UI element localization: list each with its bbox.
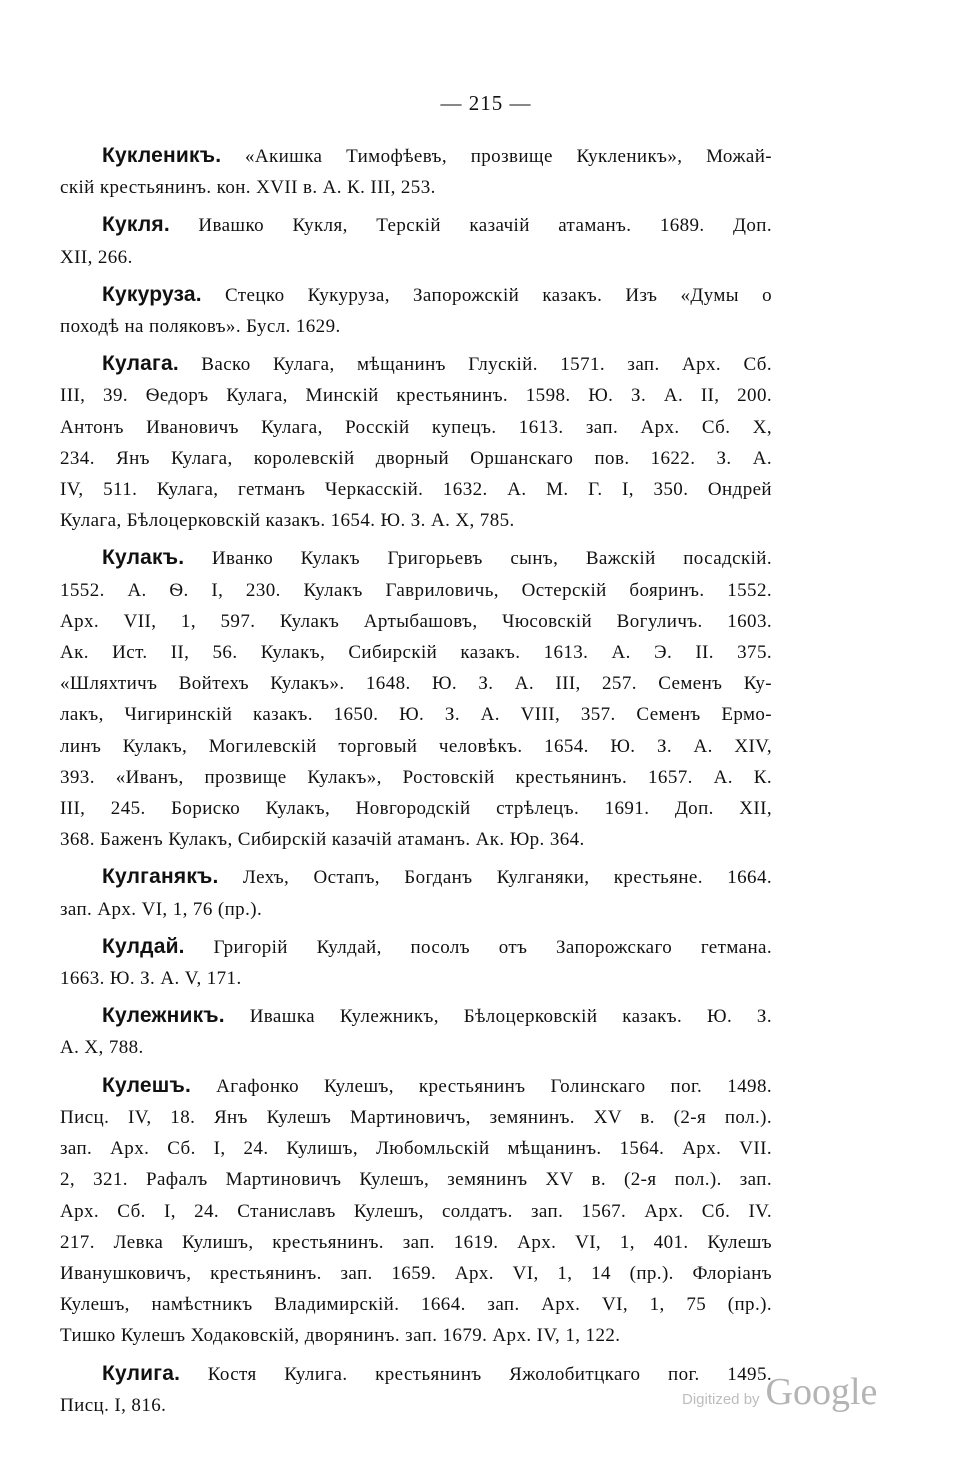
dictionary-entries: [60, 140, 772, 1427]
dictionary-entry: [60, 348, 772, 536]
entry-first-line: [60, 1358, 772, 1390]
entry-line: [60, 311, 772, 342]
entry-first-line: [60, 209, 772, 241]
entry-text: 1552. А. Ѳ. I, 230. Кулакъ Гавриловичь, Остерскій бояринъ. 1552.: [60, 579, 772, 601]
entry-first-line: [60, 348, 772, 380]
entry-line: [60, 668, 772, 699]
entry-text: зап. Арх. Сб. I, 24. Кулишъ, Любомльскій мѣщанинъ. 1564. Арх. VII.: [60, 1138, 772, 1160]
entry-headword: Кулешъ.: [102, 1073, 192, 1097]
entry-text: А. X, 788.: [60, 1037, 144, 1059]
entry-line: [60, 606, 772, 637]
entry-headword: Кулдай.: [102, 934, 185, 958]
entry-headword: Кулежникъ.: [102, 1004, 225, 1028]
entry-text: Агафонко Кулешъ, крестьянинъ Голинскаго пог. 1498.: [216, 1075, 772, 1097]
entry-text: Тишко Кулешъ Ходаковскій, дворянинъ. зап. 1679. Арх. IV, 1, 122.: [60, 1325, 621, 1347]
entry-line: [60, 474, 772, 505]
entry-text: Иванушковичъ, крестьянинъ. зап. 1659. Арх. VI, 1, 14 (пр.). Флоріанъ: [60, 1262, 772, 1284]
google-logo-text: Google: [765, 1371, 878, 1413]
dictionary-entry: [60, 542, 772, 855]
dictionary-entry: [60, 931, 772, 994]
entry-headword: Кукля.: [102, 213, 170, 237]
dictionary-entry: [60, 140, 772, 203]
entry-line: [60, 963, 772, 994]
entry-text: лакъ, Чигиринскій казакъ. 1650. Ю. З. А. VIII, 357. Семенъ Ермо-: [60, 704, 772, 726]
entry-text: Писц. I, 816.: [60, 1394, 167, 1416]
entry-text: IV, 511. Кулага, гетманъ Черкасскій. 1632. А. М. Г. I, 350. Ондрей: [60, 479, 772, 501]
entry-line: [60, 1196, 772, 1227]
entry-text: Ивашка Кулежникъ, Бѣлоцерковскій казакъ. Ю. З.: [249, 1006, 772, 1028]
entry-first-line: [60, 140, 772, 172]
entry-text: походѣ на поляковъ». Бусл. 1629.: [60, 316, 341, 338]
entry-line: [60, 242, 772, 273]
entry-line: [60, 1032, 772, 1063]
entry-text: скій крестьянинъ. кон. XVII в. А. К. III, 253.: [60, 177, 436, 199]
entry-headword: Кукленикъ.: [102, 144, 222, 167]
entry-line: [60, 824, 772, 855]
entry-headword: Кукуруза.: [102, 282, 202, 306]
entry-text: Ак. Ист. II, 56. Кулакъ, Сибирскій казакъ. 1613. А. Э. II. 375.: [60, 642, 772, 664]
entry-text: XII, 266.: [60, 246, 133, 268]
dictionary-entry: [60, 279, 772, 342]
entry-line: [60, 762, 772, 793]
entry-text: «Шляхтичъ Войтехъ Кулакъ». 1648. Ю. З. А. III, 257. Семенъ Ку-: [60, 673, 772, 695]
entry-line: [60, 1258, 772, 1289]
dictionary-entry: [60, 209, 772, 272]
entry-text: Григорій Кулдай, посолъ отъ Запорожскаго гетмана.: [213, 936, 772, 958]
entry-text: Антонъ Ивановичъ Кулага, Росскій купецъ. 1613. зап. Арх. Сб. X,: [60, 416, 772, 438]
entry-text: Арх. Сб. I, 24. Станиславъ Кулешъ, солдатъ. зап. 1567. Арх. Сб. IV.: [60, 1200, 772, 1222]
entry-text: Лехъ, Остапъ, Богданъ Кулганяки, крестьяне. 1664.: [242, 867, 772, 889]
page-number: — 215 —: [440, 91, 532, 115]
entry-line: [60, 505, 772, 536]
entry-text: линъ Кулакъ, Могилевскій торговый человѣкъ. 1654. Ю. З. А. XIV,: [60, 735, 772, 757]
entry-line: [60, 1320, 772, 1351]
entry-line: [60, 1227, 772, 1258]
entry-first-line: [60, 931, 772, 963]
entry-text: III, 39. Ѳедоръ Кулага, Минскій крестьянинъ. 1598. Ю. З. А. II, 200.: [60, 385, 772, 407]
entry-headword: Кулага.: [102, 352, 179, 376]
entry-line: [60, 172, 772, 203]
entry-text: Арх. VII, 1, 597. Кулакъ Артыбашовъ, Чюсовскій Вогуличъ. 1603.: [60, 610, 772, 632]
entry-text: 393. «Иванъ, прозвище Кулакъ», Ростовскій крестьянинъ. 1657. А. К.: [60, 766, 772, 788]
entry-text: «Акишка Тимофѣевъ, прозвище Кукленикъ», Можай-: [244, 146, 772, 167]
entry-line: [60, 731, 772, 762]
entry-text: 1663. Ю. З. А. V, 171.: [60, 968, 242, 990]
digitized-by-google-watermark: [682, 1370, 902, 1420]
entry-line: [60, 575, 772, 606]
entry-text: Писц. IV, 18. Янъ Кулешъ Мартиновичъ, земянинъ. XV в. (2-я пол.).: [60, 1106, 772, 1128]
entry-line: [60, 443, 772, 474]
entry-line: [60, 1102, 772, 1133]
entry-line: [60, 380, 772, 411]
entry-text: Васко Кулага, мѣщанинъ Глускій. 1571. зап. Арх. Сб.: [201, 354, 772, 376]
entry-text: Кулешъ, намѣстникъ Владимирскій. 1664. зап. Арх. VI, 1, 75 (пр.).: [60, 1294, 772, 1316]
entry-first-line: [60, 861, 772, 893]
entry-line: [60, 1133, 772, 1164]
entry-text: 368. Баженъ Кулакъ, Сибирскій казачій атаманъ. Ак. Юр. 364.: [60, 829, 585, 851]
entry-first-line: [60, 1070, 772, 1102]
dictionary-entry: [60, 1070, 772, 1352]
entry-headword: Кулакъ.: [102, 546, 185, 570]
entry-headword: Кулганякъ.: [102, 865, 219, 889]
entry-text: III, 245. Бориско Кулакъ, Новгородскій стрѣлецъ. 1691. Доп. XII,: [60, 798, 772, 820]
digitized-by-label: Digitized by: [682, 1391, 760, 1408]
entry-text: Иванко Кулакъ Григорьевъ сынъ, Важскій посадскій.: [211, 548, 772, 570]
entry-text: Ивашко Кукля, Терскій казачій атаманъ. 1689. Доп.: [198, 215, 772, 237]
entry-first-line: [60, 1000, 772, 1032]
entry-text: Кулага, Бѣлоцерковскій казакъ. 1654. Ю. З. А. X, 785.: [60, 510, 515, 532]
dictionary-entry: [60, 1000, 772, 1063]
entry-line: [60, 1164, 772, 1195]
entry-line: [60, 699, 772, 730]
entry-text: 2, 321. Рафалъ Мартиновичъ Кулешъ, земянинъ XV в. (2-я пол.). зап.: [60, 1169, 772, 1191]
entry-text: 234. Янъ Кулага, королевскій дворный Оршанскаго пов. 1622. З. А.: [60, 447, 772, 469]
dictionary-entry: [60, 861, 772, 924]
dictionary-entry: [60, 1358, 772, 1421]
entry-line: [60, 1390, 772, 1421]
entry-first-line: [60, 542, 772, 574]
entry-line: [60, 637, 772, 668]
entry-text: Стецко Кукуруза, Запорожскій казакъ. Изъ «Думы о: [224, 284, 772, 306]
entry-line: [60, 894, 772, 925]
entry-headword: Кулига.: [102, 1361, 181, 1385]
entry-text: зап. Арх. VI, 1, 76 (пр.).: [60, 898, 263, 920]
entry-line: [60, 1289, 772, 1320]
entry-line: [60, 412, 772, 443]
entry-line: [60, 793, 772, 824]
entry-text: 217. Левка Кулишъ, крестьянинъ. зап. 1619. Арх. VI, 1, 401. Кулешъ: [60, 1231, 772, 1253]
entry-text: Костя Кулига. крестьянинъ Яжолобитцкаго пог. 1495.: [207, 1363, 772, 1385]
entry-first-line: [60, 279, 772, 311]
